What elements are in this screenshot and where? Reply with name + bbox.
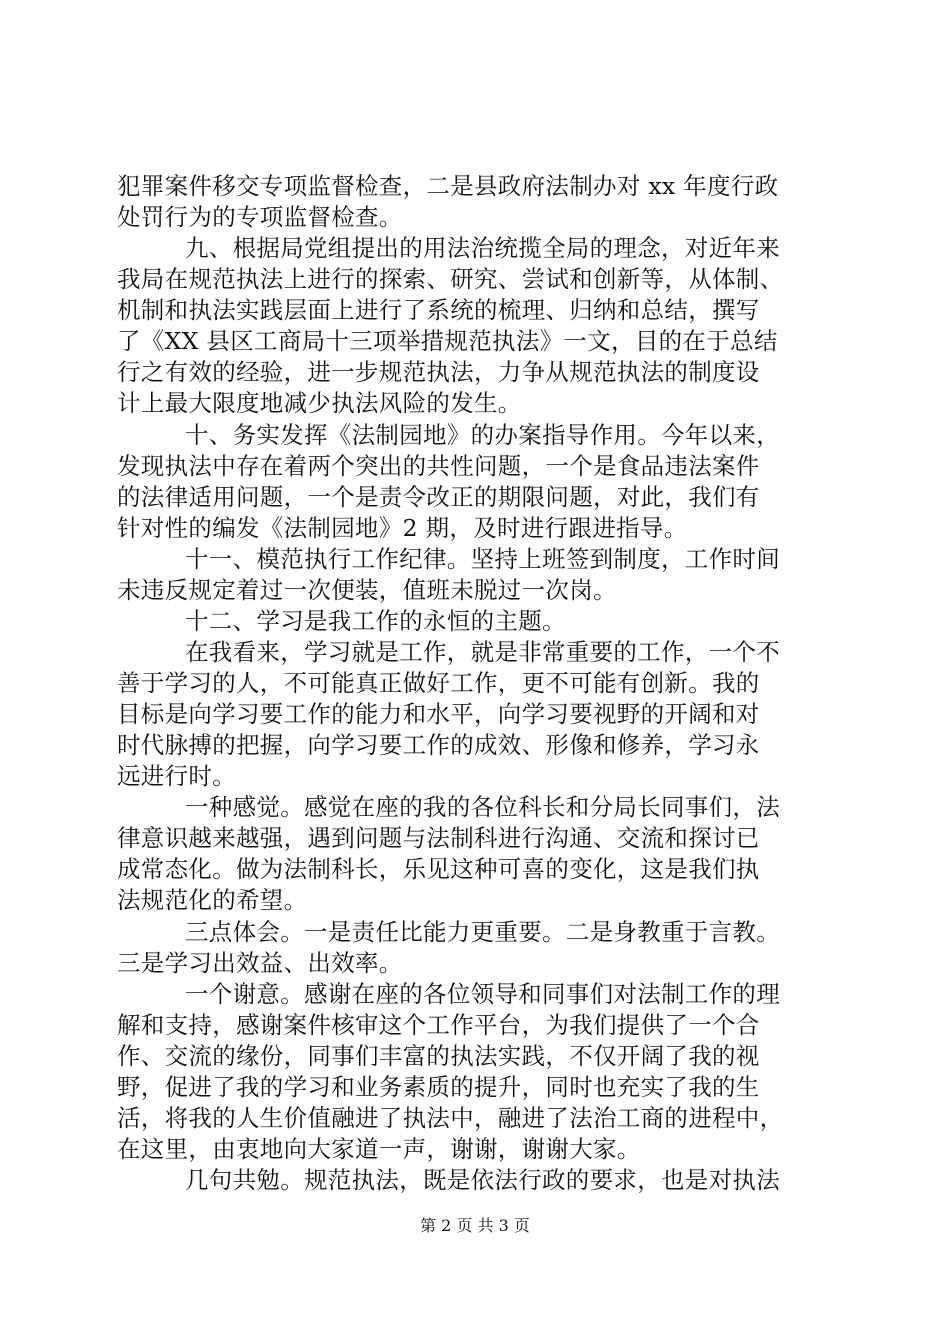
body-text-line: 远进行时。 [117, 762, 236, 791]
body-text-line: 针对性的编发《法制园地》2 期，及时进行跟进指导。 [117, 513, 688, 542]
body-text-line: 十、务实发挥《法制园地》的办案指导作用。今年以来， [185, 420, 780, 449]
body-text-line: 计上最大限度地减少执法风险的发生。 [117, 389, 522, 418]
body-text-line: 的法律适用问题，一个是责令改正的期限问题，对此，我们有 [117, 482, 760, 511]
body-text-line: 机制和执法实践层面上进行了系统的梳理、归纳和总结，撰写 [117, 296, 760, 325]
page-footer: 第 2 页 共 3 页 [420, 1216, 530, 1235]
body-text-line: 活，将我的人生价值融进了执法中，融进了法治工商的进程中， [117, 1103, 784, 1132]
body-text-line: 在我看来，学习就是工作，就是非常重要的工作，一个不 [185, 637, 780, 666]
body-text-line: 律意识越来越强，遇到问题与法制科进行沟通、交流和探讨已 [117, 824, 760, 853]
body-text-line: 时代脉搏的把握，向学习要工作的成效、形像和修养，学习永 [117, 731, 760, 760]
body-text-line: 我局在规范执法上进行的探索、研究、尝试和创新等，从体制、 [117, 265, 784, 294]
body-text-line: 未违反规定着过一次便装，值班未脱过一次岗。 [117, 575, 617, 604]
body-text-line: 几句共勉。规范执法，既是依法行政的要求，也是对执法 [185, 1165, 780, 1194]
body-text-line: 法规范化的希望。 [117, 886, 308, 915]
body-text-line: 成常态化。做为法制科长，乐见这种可喜的变化，这是我们执 [117, 855, 760, 884]
body-text-line: 善于学习的人，不可能真正做好工作，更不可能有创新。我的 [117, 669, 760, 697]
body-text-line: 作、交流的缘份，同事们丰富的执法实践，不仅开阔了我的视 [117, 1041, 760, 1070]
body-text-line: 处罚行为的专项监督检查。 [117, 203, 403, 232]
body-text-line: 在这里，由衷地向大家道一声，谢谢，谢谢大家。 [117, 1134, 641, 1163]
body-text-line: 目标是向学习要工作的能力和水平，向学习要视野的开阔和对 [117, 700, 760, 728]
body-text-line: 行之有效的经验，进一步规范执法，力争从规范执法的制度设 [117, 358, 760, 387]
body-text-line: 三是学习出效益、出效率。 [117, 948, 403, 977]
body-text-line: 发现执法中存在着两个突出的共性问题，一个是食品违法案件 [117, 451, 760, 480]
body-text-line: 了《XX 县区工商局十三项举措规范执法》一文，目的在于总结 [117, 327, 778, 356]
body-text-line: 十二、学习是我工作的永恒的主题。 [185, 606, 566, 635]
body-text-line: 九、根据局党组提出的用法治统揽全局的理念，对近年来 [185, 234, 780, 263]
body-text-line: 十一、模范执行工作纪律。坚持上班签到制度，工作时间 [185, 544, 780, 573]
body-text-line: 犯罪案件移交专项监督检查，二是县政府法制办对 xx 年度行政 [117, 172, 779, 200]
body-text-line: 三点体会。一是责任比能力更重要。二是身教重于言教。 [185, 917, 780, 946]
body-text-line: 一种感觉。感觉在座的我的各位科长和分局长同事们，法 [185, 793, 780, 822]
body-text-line: 解和支持，感谢案件核审这个工作平台，为我们提供了一个合 [117, 1010, 760, 1039]
body-text-line: 野，促进了我的学习和业务素质的提升，同时也充实了我的生 [117, 1072, 760, 1101]
body-text-line: 一个谢意。感谢在座的各位领导和同事们对法制工作的理 [185, 979, 780, 1008]
